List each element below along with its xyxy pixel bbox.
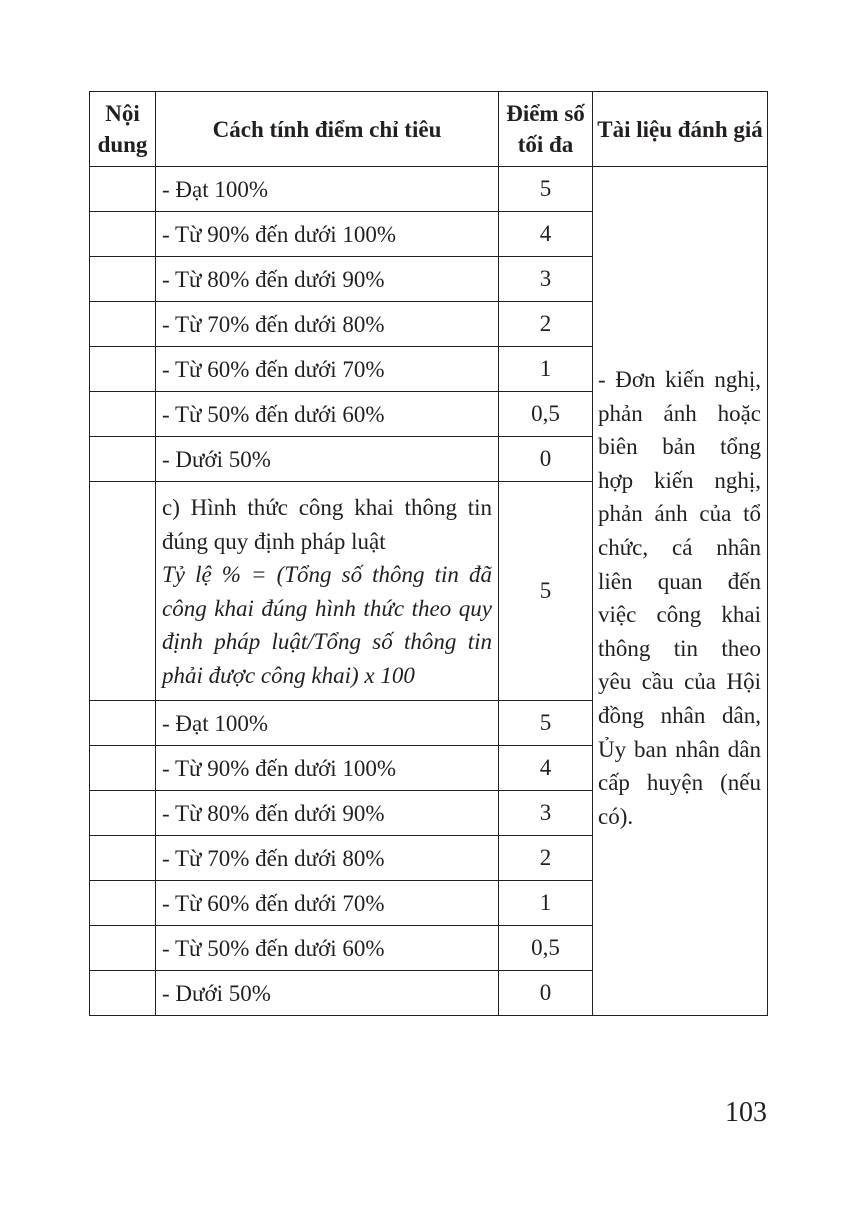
row-desc: - Đạt 100% [156,701,499,746]
row-score: 5 [499,167,593,212]
header-content: Nội dung [90,92,156,167]
row-desc: - Từ 70% đến dưới 80% [156,302,499,347]
row-desc: - Dưới 50% [156,971,499,1016]
header-documents: Tài liệu đánh giá [593,92,768,167]
table-header-row [90,92,768,167]
content-cell [90,302,156,347]
row-score: 2 [499,836,593,881]
content-cell [90,926,156,971]
criteria-title: c) Hình thức công khai thông tin đúng quy định pháp luật [162,495,492,554]
row-score: 3 [499,257,593,302]
row-desc: - Từ 90% đến dưới 100% [156,746,499,791]
table-row [90,167,768,212]
row-score: 1 [499,881,593,926]
content-cell [90,347,156,392]
content-cell [90,746,156,791]
content-cell [90,167,156,212]
content-cell [90,212,156,257]
header-max-score: Điểm số tối đa [499,92,593,167]
content-cell [90,701,156,746]
row-score: 0,5 [499,392,593,437]
row-score: 0 [499,437,593,482]
row-desc: - Từ 60% đến dưới 70% [156,881,499,926]
row-desc: - Từ 90% đến dưới 100% [156,212,499,257]
criteria-desc [156,482,499,701]
row-score: 3 [499,791,593,836]
criteria-formula: Tỷ lệ % = (Tổng số thông tin đã công khai đúng hình thức theo quy định pháp luật/Tổng số thông tin phải được công khai) x 100 [162,562,492,688]
content-cell [90,791,156,836]
row-score: 1 [499,347,593,392]
criteria-score: 5 [499,482,593,701]
content-cell [90,836,156,881]
documents-cell [593,167,768,1016]
row-desc: - Từ 50% đến dưới 60% [156,392,499,437]
row-desc: - Từ 50% đến dưới 60% [156,926,499,971]
content-cell [90,257,156,302]
row-score: 0 [499,971,593,1016]
row-desc: - Đạt 100% [156,167,499,212]
row-desc: - Từ 80% đến dưới 90% [156,791,499,836]
content-cell [90,482,156,701]
row-score: 5 [499,701,593,746]
content-cell [90,881,156,926]
page-number: 103 [725,1097,767,1128]
documents-text: - Đơn kiến nghị, phản ánh hoặc biên bản tổng hợp kiến nghị, phản ánh của tổ chức, cá nhân liên quan đến việc công khai thông tin theo yêu cầu của Hội đồng nhân dân, Ủy ban nhân dân cấp huyện (nếu có). [598,367,761,829]
row-desc: - Từ 70% đến dưới 80% [156,836,499,881]
content-cell [90,971,156,1016]
row-score: 2 [499,302,593,347]
row-desc: - Dưới 50% [156,437,499,482]
row-score: 0,5 [499,926,593,971]
content-cell [90,392,156,437]
header-method: Cách tính điểm chỉ tiêu [156,92,499,167]
scoring-table [89,91,768,1016]
row-score: 4 [499,212,593,257]
row-desc: - Từ 80% đến dưới 90% [156,257,499,302]
row-score: 4 [499,746,593,791]
row-desc: - Từ 60% đến dưới 70% [156,347,499,392]
content-cell [90,437,156,482]
